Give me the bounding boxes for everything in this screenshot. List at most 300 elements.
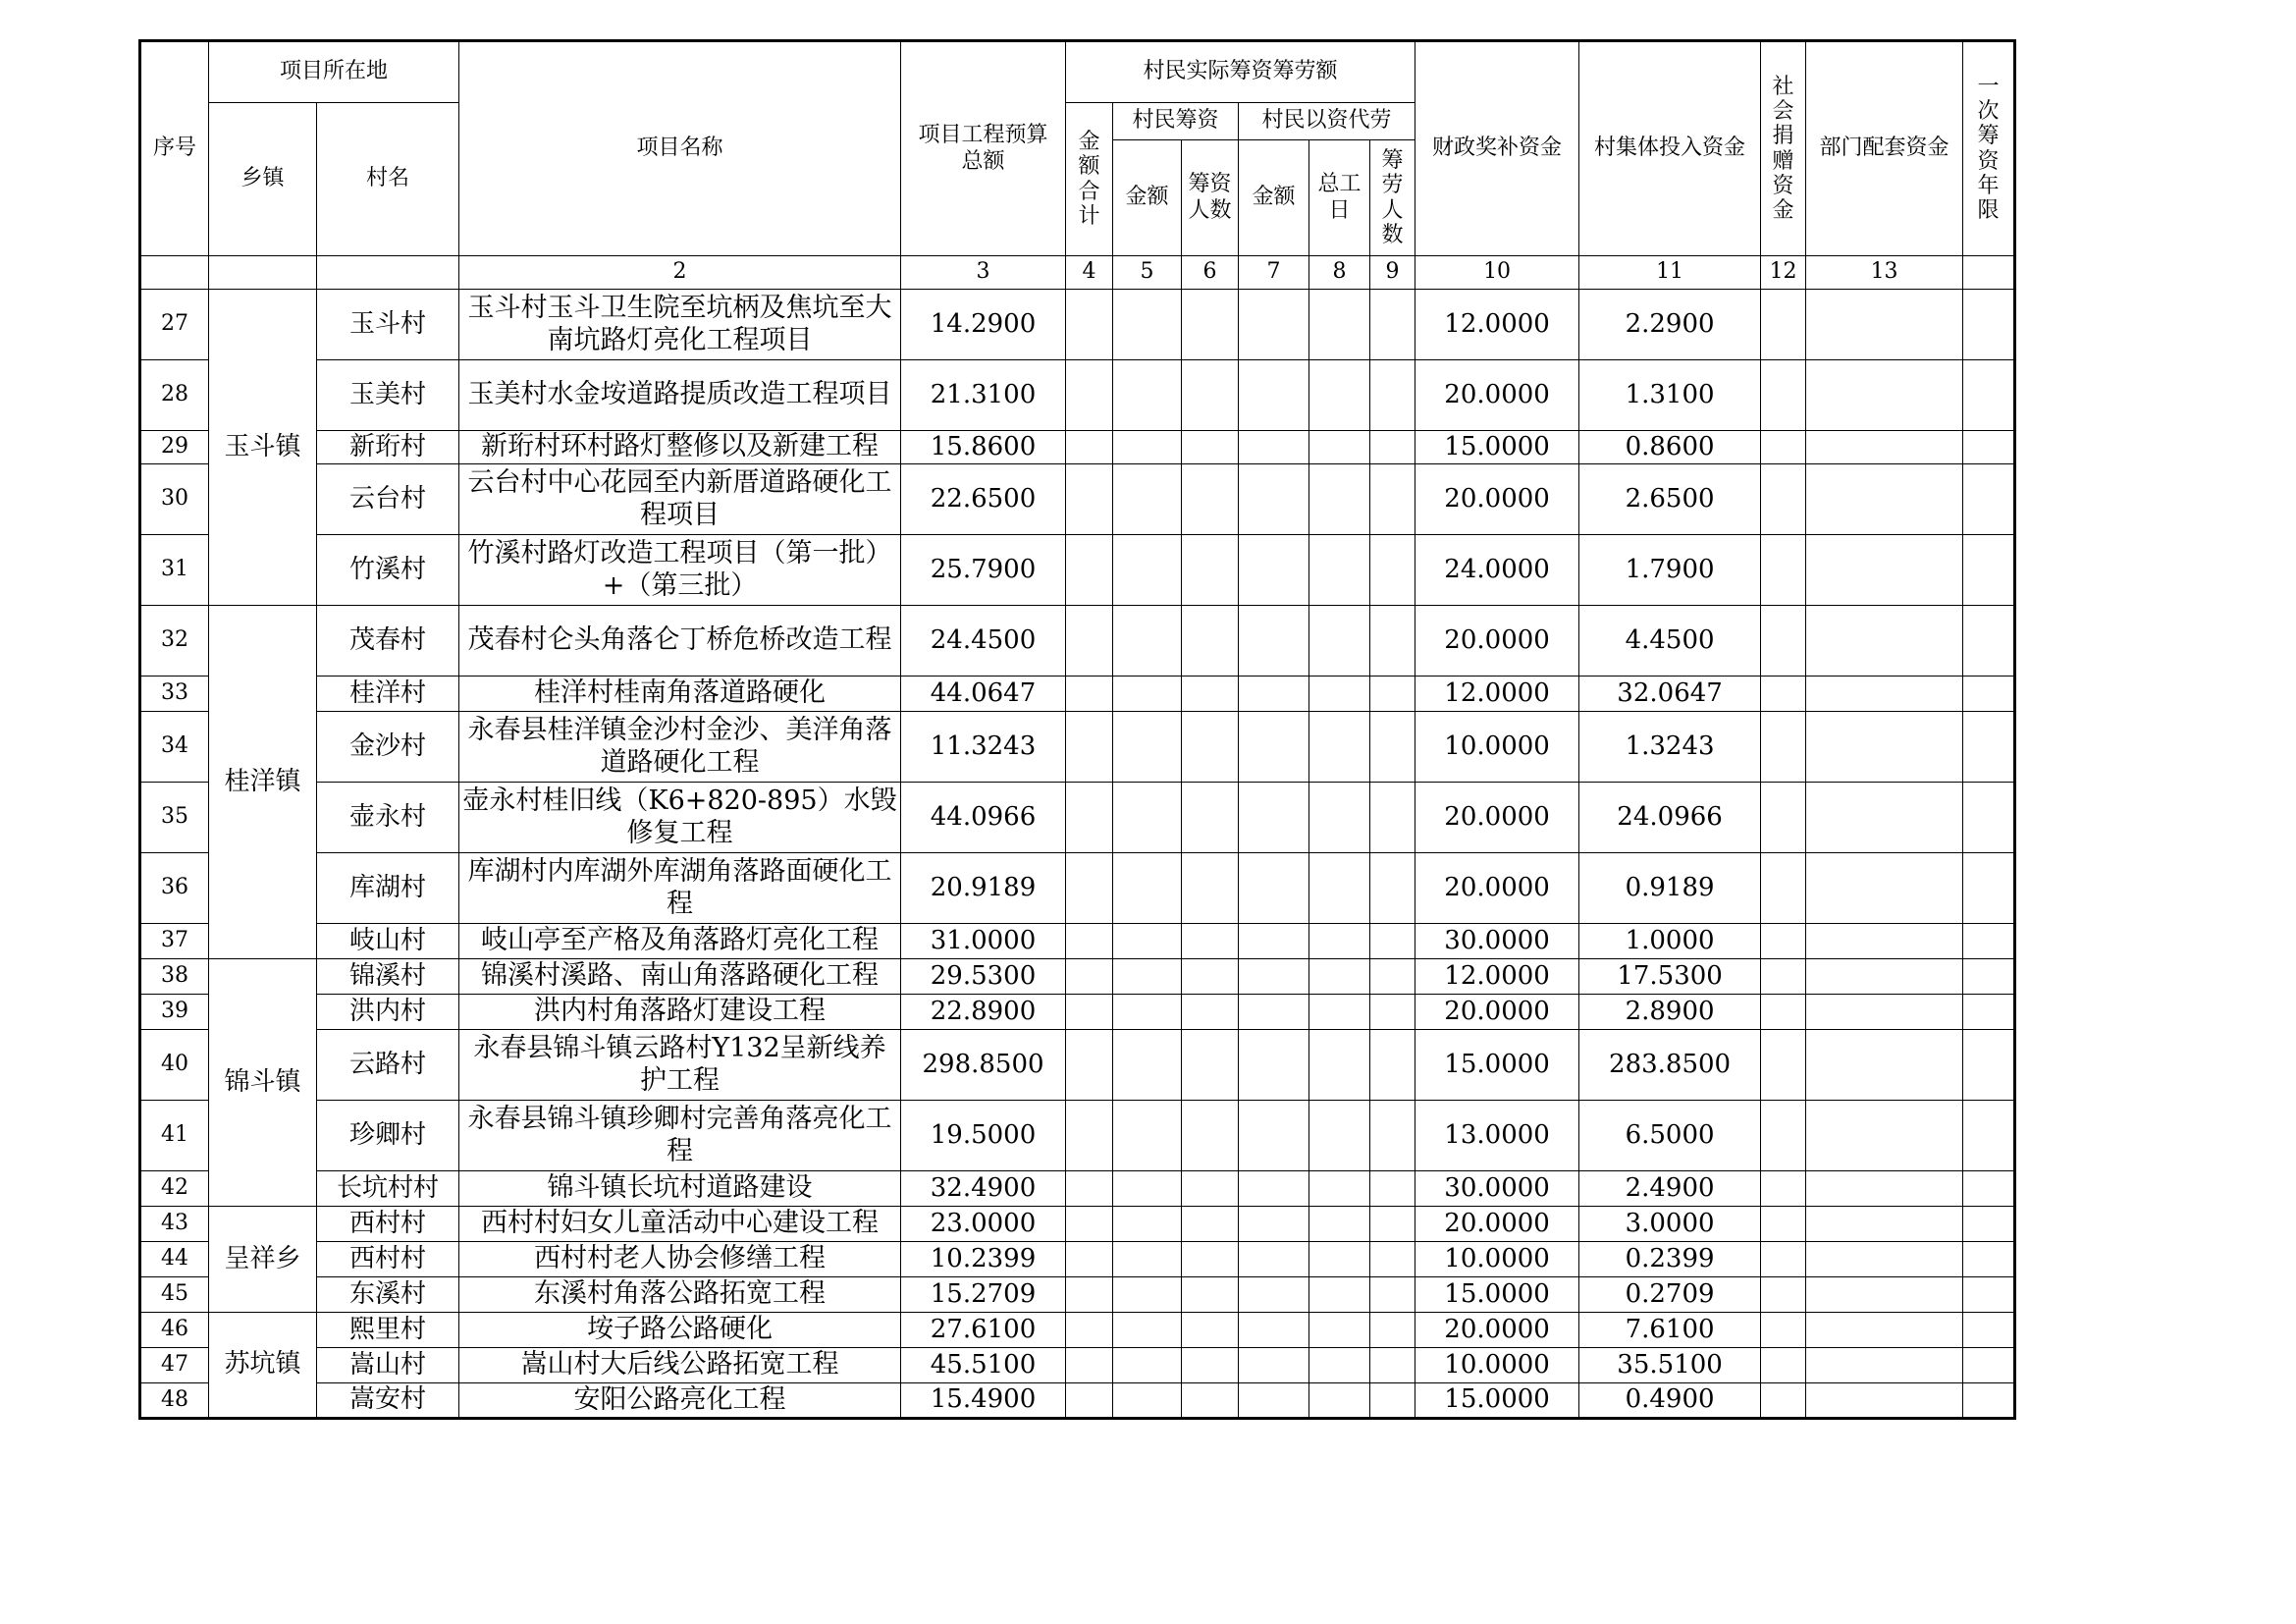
row-seq: 28	[140, 360, 209, 431]
table-row	[140, 1171, 2015, 1207]
header-raise-years	[1963, 41, 2015, 256]
empty-cell	[1806, 464, 1963, 535]
row-seq: 34	[140, 712, 209, 783]
empty-cell	[1113, 1383, 1182, 1419]
empty-cell	[1309, 1383, 1370, 1419]
table-row	[140, 853, 2015, 924]
header-raise-years-text: 一次筹资年限	[1977, 74, 2000, 224]
column-number: 2	[459, 256, 901, 290]
empty-cell	[1066, 712, 1113, 783]
header-village: 村名	[317, 103, 459, 256]
empty-cell	[1806, 712, 1963, 783]
empty-cell	[1309, 1101, 1370, 1171]
header-fund-people-text: 筹资人数	[1188, 172, 1232, 223]
row-seq: 39	[140, 995, 209, 1030]
empty-cell	[1370, 783, 1415, 853]
column-number	[209, 256, 317, 290]
empty-cell	[1182, 995, 1239, 1030]
row-seq: 35	[140, 783, 209, 853]
empty-cell	[1370, 1242, 1415, 1277]
budget-cell: 44.0647	[901, 677, 1066, 712]
collective-cell: 7.6100	[1579, 1313, 1761, 1348]
empty-cell	[1370, 959, 1415, 995]
header-budget-text: 项目工程预算总额	[918, 123, 1048, 174]
column-number	[1963, 256, 2015, 290]
column-number: 6	[1182, 256, 1239, 290]
finance-reward-cell: 20.0000	[1415, 1313, 1579, 1348]
row-seq: 42	[140, 1171, 209, 1207]
finance-reward-cell: 20.0000	[1415, 853, 1579, 924]
header-total-workdays-text: 总工日	[1317, 172, 1362, 223]
empty-cell	[1309, 677, 1370, 712]
empty-cell	[1370, 995, 1415, 1030]
empty-cell	[1806, 1171, 1963, 1207]
row-seq: 30	[140, 464, 209, 535]
empty-cell	[1182, 959, 1239, 995]
budget-cell: 11.3243	[901, 712, 1066, 783]
village-cell: 嵩山村	[317, 1348, 459, 1383]
empty-cell	[1963, 290, 2015, 360]
header-villager-fund: 村民筹资	[1113, 103, 1239, 140]
finance-reward-cell: 20.0000	[1415, 464, 1579, 535]
funding-table	[138, 39, 2016, 1420]
village-cell: 云台村	[317, 464, 459, 535]
empty-cell	[1370, 1313, 1415, 1348]
empty-cell	[1113, 1348, 1182, 1383]
column-number: 12	[1761, 256, 1806, 290]
empty-cell	[1239, 290, 1309, 360]
budget-cell: 298.8500	[901, 1030, 1066, 1101]
village-cell: 竹溪村	[317, 535, 459, 606]
finance-reward-cell: 12.0000	[1415, 959, 1579, 995]
finance-reward-cell: 20.0000	[1415, 1207, 1579, 1242]
column-number: 7	[1239, 256, 1309, 290]
empty-cell	[1239, 431, 1309, 464]
empty-cell	[1066, 924, 1113, 959]
empty-cell	[1963, 1030, 2015, 1101]
empty-cell	[1761, 677, 1806, 712]
empty-cell	[1309, 959, 1370, 995]
empty-cell	[1370, 1207, 1415, 1242]
project-name-cell: 新珩村环村路灯整修以及新建工程	[459, 431, 901, 464]
empty-cell	[1370, 677, 1415, 712]
empty-cell	[1309, 1030, 1370, 1101]
empty-cell	[1182, 853, 1239, 924]
empty-cell	[1239, 1101, 1309, 1171]
empty-cell	[1113, 924, 1182, 959]
township-cell: 玉斗镇	[209, 290, 317, 606]
empty-cell	[1309, 464, 1370, 535]
empty-cell	[1761, 959, 1806, 995]
village-cell: 壶永村	[317, 783, 459, 853]
township-cell: 锦斗镇	[209, 959, 317, 1207]
row-seq: 48	[140, 1383, 209, 1419]
village-cell: 洪内村	[317, 995, 459, 1030]
row-seq: 41	[140, 1101, 209, 1171]
empty-cell	[1239, 1277, 1309, 1313]
empty-cell	[1806, 1348, 1963, 1383]
collective-cell: 17.5300	[1579, 959, 1761, 995]
empty-cell	[1761, 1030, 1806, 1101]
table-row	[140, 783, 2015, 853]
empty-cell	[1309, 290, 1370, 360]
empty-cell	[1806, 924, 1963, 959]
project-name-cell: 壶永村桂旧线（K6+820-895）水毁修复工程	[459, 783, 901, 853]
empty-cell	[1963, 1101, 2015, 1171]
collective-cell: 2.4900	[1579, 1171, 1761, 1207]
empty-cell	[1182, 1383, 1239, 1419]
empty-cell	[1113, 1101, 1182, 1171]
empty-cell	[1963, 1348, 2015, 1383]
project-name-cell: 锦溪村溪路、南山角落路硬化工程	[459, 959, 901, 995]
empty-cell	[1370, 924, 1415, 959]
row-seq: 36	[140, 853, 209, 924]
township-cell: 桂洋镇	[209, 606, 317, 959]
empty-cell	[1066, 783, 1113, 853]
project-name-cell: 锦斗镇长坑村道路建设	[459, 1171, 901, 1207]
empty-cell	[1239, 1030, 1309, 1101]
empty-cell	[1182, 1277, 1239, 1313]
budget-cell: 32.4900	[901, 1171, 1066, 1207]
project-name-cell: 西村村老人协会修缮工程	[459, 1242, 901, 1277]
empty-cell	[1806, 959, 1963, 995]
empty-cell	[1761, 1383, 1806, 1419]
finance-reward-cell: 10.0000	[1415, 1348, 1579, 1383]
empty-cell	[1806, 783, 1963, 853]
empty-cell	[1239, 677, 1309, 712]
empty-cell	[1066, 1383, 1113, 1419]
budget-cell: 29.5300	[901, 959, 1066, 995]
collective-cell: 6.5000	[1579, 1101, 1761, 1171]
finance-reward-cell: 15.0000	[1415, 431, 1579, 464]
empty-cell	[1113, 783, 1182, 853]
table-row	[140, 1242, 2015, 1277]
empty-cell	[1309, 606, 1370, 677]
empty-cell	[1761, 431, 1806, 464]
budget-cell: 45.5100	[901, 1348, 1066, 1383]
village-cell: 云路村	[317, 1030, 459, 1101]
finance-reward-cell: 30.0000	[1415, 1171, 1579, 1207]
header-social-donation	[1761, 41, 1806, 256]
empty-cell	[1806, 1277, 1963, 1313]
empty-cell	[1761, 995, 1806, 1030]
finance-reward-cell: 12.0000	[1415, 677, 1579, 712]
empty-cell	[1182, 1101, 1239, 1171]
village-cell: 锦溪村	[317, 959, 459, 995]
empty-cell	[1761, 1313, 1806, 1348]
empty-cell	[1309, 1348, 1370, 1383]
row-seq: 43	[140, 1207, 209, 1242]
budget-cell: 15.4900	[901, 1383, 1066, 1419]
empty-cell	[1066, 1101, 1113, 1171]
empty-cell	[1309, 431, 1370, 464]
budget-cell: 15.8600	[901, 431, 1066, 464]
empty-cell	[1761, 464, 1806, 535]
empty-cell	[1370, 290, 1415, 360]
budget-cell: 19.5000	[901, 1101, 1066, 1171]
empty-cell	[1066, 535, 1113, 606]
village-cell: 新珩村	[317, 431, 459, 464]
row-seq: 38	[140, 959, 209, 995]
empty-cell	[1761, 1207, 1806, 1242]
empty-cell	[1963, 1171, 2015, 1207]
project-name-cell: 洪内村角落路灯建设工程	[459, 995, 901, 1030]
empty-cell	[1370, 1348, 1415, 1383]
empty-cell	[1761, 712, 1806, 783]
header-amount-total-text: 金额合计	[1078, 129, 1100, 229]
table-row	[140, 677, 2015, 712]
column-number: 5	[1113, 256, 1182, 290]
empty-cell	[1370, 1171, 1415, 1207]
empty-cell	[1182, 606, 1239, 677]
empty-cell	[1370, 464, 1415, 535]
header-budget	[901, 41, 1066, 256]
empty-cell	[1806, 1207, 1963, 1242]
empty-cell	[1806, 1383, 1963, 1419]
table-body	[140, 41, 2015, 1419]
empty-cell	[1182, 464, 1239, 535]
empty-cell	[1761, 783, 1806, 853]
table-row	[140, 1277, 2015, 1313]
finance-reward-cell: 15.0000	[1415, 1030, 1579, 1101]
empty-cell	[1309, 1313, 1370, 1348]
project-name-cell: 东溪村角落公路拓宽工程	[459, 1277, 901, 1313]
empty-cell	[1066, 606, 1113, 677]
column-number: 3	[901, 256, 1066, 290]
village-cell: 玉美村	[317, 360, 459, 431]
empty-cell	[1182, 431, 1239, 464]
row-seq: 32	[140, 606, 209, 677]
header-finance-reward: 财政奖补资金	[1415, 41, 1579, 256]
empty-cell	[1239, 464, 1309, 535]
budget-cell: 24.4500	[901, 606, 1066, 677]
finance-reward-cell: 13.0000	[1415, 1101, 1579, 1171]
empty-cell	[1963, 1313, 2015, 1348]
empty-cell	[1806, 1242, 1963, 1277]
village-cell: 库湖村	[317, 853, 459, 924]
empty-cell	[1239, 535, 1309, 606]
finance-reward-cell: 10.0000	[1415, 712, 1579, 783]
budget-cell: 23.0000	[901, 1207, 1066, 1242]
project-name-cell: 桂洋村桂南角落道路硬化	[459, 677, 901, 712]
empty-cell	[1066, 1030, 1113, 1101]
village-cell: 西村村	[317, 1207, 459, 1242]
finance-reward-cell: 20.0000	[1415, 783, 1579, 853]
collective-cell: 4.4500	[1579, 606, 1761, 677]
row-seq: 44	[140, 1242, 209, 1277]
empty-cell	[1239, 1348, 1309, 1383]
collective-cell: 1.3100	[1579, 360, 1761, 431]
empty-cell	[1761, 1348, 1806, 1383]
empty-cell	[1963, 924, 2015, 959]
empty-cell	[1761, 1242, 1806, 1277]
header-amount2: 金额	[1239, 140, 1309, 256]
empty-cell	[1113, 1030, 1182, 1101]
table-row	[140, 290, 2015, 360]
collective-cell: 2.2900	[1579, 290, 1761, 360]
budget-cell: 15.2709	[901, 1277, 1066, 1313]
empty-cell	[1761, 853, 1806, 924]
empty-cell	[1806, 853, 1963, 924]
empty-cell	[1066, 1348, 1113, 1383]
empty-cell	[1806, 290, 1963, 360]
budget-cell: 31.0000	[901, 924, 1066, 959]
empty-cell	[1239, 995, 1309, 1030]
collective-cell: 35.5100	[1579, 1348, 1761, 1383]
empty-cell	[1309, 995, 1370, 1030]
header-village-collective: 村集体投入资金	[1579, 41, 1761, 256]
finance-reward-cell: 20.0000	[1415, 360, 1579, 431]
empty-cell	[1239, 783, 1309, 853]
budget-cell: 27.6100	[901, 1313, 1066, 1348]
empty-cell	[1239, 712, 1309, 783]
header-dept-matching: 部门配套资金	[1806, 41, 1963, 256]
table-row	[140, 535, 2015, 606]
table-row	[140, 1348, 2015, 1383]
empty-cell	[1066, 1313, 1113, 1348]
row-seq: 47	[140, 1348, 209, 1383]
table-row	[140, 995, 2015, 1030]
finance-reward-cell: 10.0000	[1415, 1242, 1579, 1277]
empty-cell	[1066, 464, 1113, 535]
empty-cell	[1066, 1277, 1113, 1313]
township-cell: 苏坑镇	[209, 1313, 317, 1419]
empty-cell	[1113, 1313, 1182, 1348]
empty-cell	[1806, 431, 1963, 464]
project-name-cell: 垵子路公路硬化	[459, 1313, 901, 1348]
collective-cell: 0.8600	[1579, 431, 1761, 464]
empty-cell	[1963, 360, 2015, 431]
empty-cell	[1113, 464, 1182, 535]
empty-cell	[1806, 1101, 1963, 1171]
empty-cell	[1370, 1383, 1415, 1419]
empty-cell	[1113, 290, 1182, 360]
project-name-cell: 西村村妇女儿童活动中心建设工程	[459, 1207, 901, 1242]
finance-reward-cell: 24.0000	[1415, 535, 1579, 606]
header-labor-people-text: 筹劳人数	[1381, 147, 1404, 247]
project-name-cell: 竹溪村路灯改造工程项目（第一批）+（第三批）	[459, 535, 901, 606]
empty-cell	[1963, 959, 2015, 995]
finance-reward-cell: 12.0000	[1415, 290, 1579, 360]
empty-cell	[1963, 1277, 2015, 1313]
empty-cell	[1182, 924, 1239, 959]
empty-cell	[1963, 712, 2015, 783]
empty-cell	[1761, 1101, 1806, 1171]
table-row	[140, 606, 2015, 677]
empty-cell	[1182, 1171, 1239, 1207]
empty-cell	[1066, 1207, 1113, 1242]
empty-cell	[1113, 431, 1182, 464]
empty-cell	[1239, 606, 1309, 677]
finance-reward-cell: 30.0000	[1415, 924, 1579, 959]
empty-cell	[1113, 1171, 1182, 1207]
project-name-cell: 云台村中心花园至内新厝道路硬化工程项目	[459, 464, 901, 535]
header-villager-labor: 村民以资代劳	[1239, 103, 1415, 140]
column-number	[317, 256, 459, 290]
empty-cell	[1309, 1277, 1370, 1313]
empty-cell	[1066, 853, 1113, 924]
header-villager-raise: 村民实际筹资筹劳额	[1066, 41, 1415, 103]
header-amount: 金额	[1113, 140, 1182, 256]
collective-cell: 1.3243	[1579, 712, 1761, 783]
empty-cell	[1309, 712, 1370, 783]
row-seq: 33	[140, 677, 209, 712]
empty-cell	[1066, 1242, 1113, 1277]
row-seq: 46	[140, 1313, 209, 1348]
budget-cell: 44.0966	[901, 783, 1066, 853]
empty-cell	[1066, 959, 1113, 995]
village-cell: 桂洋村	[317, 677, 459, 712]
collective-cell: 0.2709	[1579, 1277, 1761, 1313]
empty-cell	[1182, 783, 1239, 853]
empty-cell	[1370, 712, 1415, 783]
budget-cell: 22.8900	[901, 995, 1066, 1030]
village-cell: 岐山村	[317, 924, 459, 959]
table-row	[140, 1030, 2015, 1101]
empty-cell	[1182, 1313, 1239, 1348]
empty-cell	[1963, 606, 2015, 677]
project-name-cell: 永春县锦斗镇珍卿村完善角落亮化工程	[459, 1101, 901, 1171]
empty-cell	[1113, 360, 1182, 431]
empty-cell	[1963, 535, 2015, 606]
empty-cell	[1113, 712, 1182, 783]
empty-cell	[1309, 924, 1370, 959]
empty-cell	[1113, 535, 1182, 606]
village-cell: 熙里村	[317, 1313, 459, 1348]
empty-cell	[1963, 464, 2015, 535]
empty-cell	[1761, 360, 1806, 431]
empty-cell	[1309, 1207, 1370, 1242]
empty-cell	[1182, 677, 1239, 712]
header-social-donation-text: 社会捐赠资金	[1772, 74, 1794, 224]
empty-cell	[1806, 1030, 1963, 1101]
empty-cell	[1963, 783, 2015, 853]
project-name-cell: 永春县锦斗镇云路村Y132呈新线养护工程	[459, 1030, 901, 1101]
empty-cell	[1113, 1277, 1182, 1313]
column-number: 13	[1806, 256, 1963, 290]
row-seq: 45	[140, 1277, 209, 1313]
empty-cell	[1309, 1242, 1370, 1277]
collective-cell: 0.4900	[1579, 1383, 1761, 1419]
table-row	[140, 464, 2015, 535]
empty-cell	[1182, 360, 1239, 431]
empty-cell	[1239, 1313, 1309, 1348]
row-seq: 37	[140, 924, 209, 959]
empty-cell	[1066, 290, 1113, 360]
row-seq: 29	[140, 431, 209, 464]
finance-reward-cell: 15.0000	[1415, 1277, 1579, 1313]
empty-cell	[1113, 677, 1182, 712]
empty-cell	[1066, 431, 1113, 464]
project-name-cell: 永春县桂洋镇金沙村金沙、美洋角落道路硬化工程	[459, 712, 901, 783]
table-row	[140, 959, 2015, 995]
collective-cell: 283.8500	[1579, 1030, 1761, 1101]
village-cell: 嵩安村	[317, 1383, 459, 1419]
empty-cell	[1761, 1277, 1806, 1313]
column-number: 4	[1066, 256, 1113, 290]
empty-cell	[1113, 995, 1182, 1030]
budget-cell: 25.7900	[901, 535, 1066, 606]
empty-cell	[1239, 1383, 1309, 1419]
village-cell: 金沙村	[317, 712, 459, 783]
row-seq: 31	[140, 535, 209, 606]
project-name-cell: 玉美村水金垵道路提质改造工程项目	[459, 360, 901, 431]
village-cell: 东溪村	[317, 1277, 459, 1313]
empty-cell	[1963, 1383, 2015, 1419]
empty-cell	[1113, 853, 1182, 924]
empty-cell	[1370, 606, 1415, 677]
empty-cell	[1963, 995, 2015, 1030]
